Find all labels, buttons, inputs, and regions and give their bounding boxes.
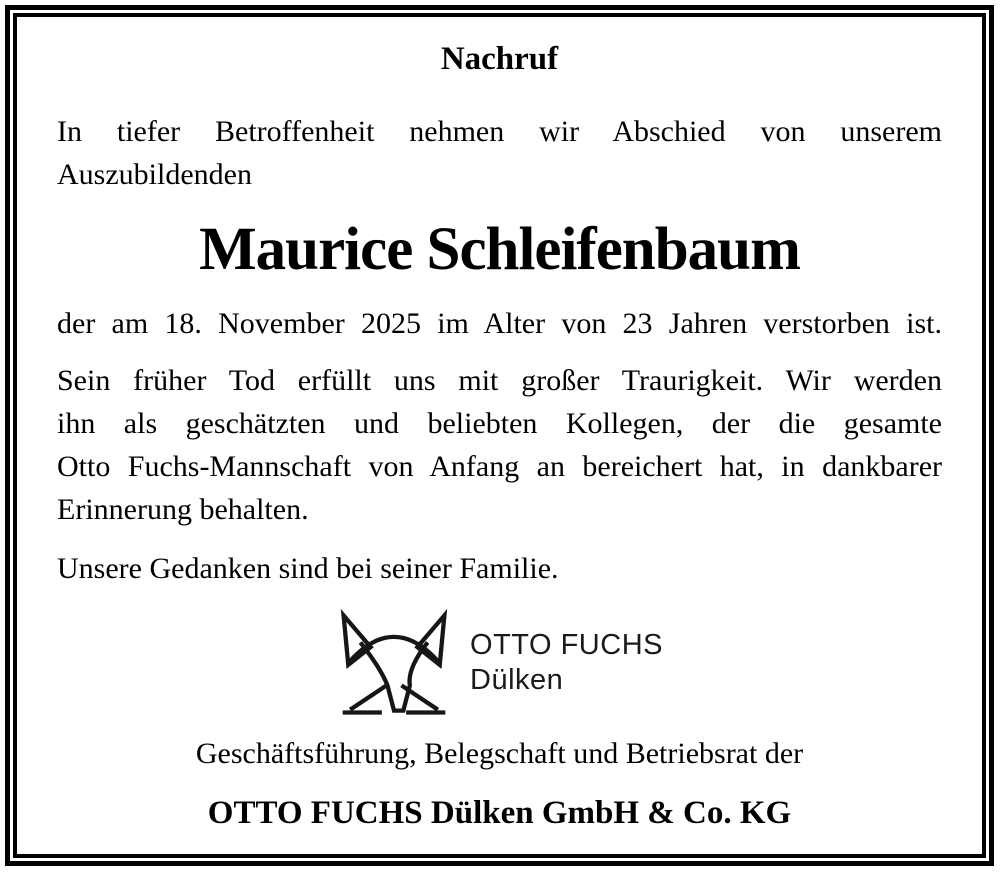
text-line: Unsere Gedanken sind bei seiner Familie. <box>57 552 559 585</box>
text-line: Auszubildenden <box>57 158 252 191</box>
text-line: In tiefer Betroffenheit nehmen wir Abschied von unserem <box>57 115 942 148</box>
inner-border-frame <box>13 13 986 858</box>
obituary-title: Nachruf <box>440 41 559 77</box>
text-line: Erinnerung behalten. <box>57 493 309 526</box>
text-line: Sein früher Tod erfüllt uns mit großer Traurigkeit. Wir werden <box>57 364 942 397</box>
fox-icon <box>336 607 452 719</box>
company-name-line: OTTO FUCHS Dülken GmbH & Co. KG <box>207 795 792 831</box>
logo-wordmark <box>470 628 663 698</box>
logo-company-name: OTTO FUCHS <box>470 629 663 661</box>
text-line: ihn als geschätzten und beliebten Kollegen, der die gesamte <box>57 407 942 440</box>
text-line: der am 18. November 2025 im Alter von 23 Jahren verstorben ist. <box>57 307 942 340</box>
outer-border-frame <box>5 5 994 866</box>
deceased-name: Maurice Schleifenbaum <box>199 216 800 283</box>
condolence-line <box>57 547 942 590</box>
logo-location: Dülken <box>470 664 564 696</box>
text-line: Otto Fuchs-Mannschaft von Anfang an bereichert hat, in dankbarer <box>57 450 942 483</box>
intro-paragraph <box>57 110 942 196</box>
signature-line: Geschäftsführung, Belegschaft und Betriebsrat der <box>195 737 804 770</box>
death-date-line <box>57 302 942 345</box>
tribute-paragraph <box>57 359 942 531</box>
company-logo <box>57 607 942 719</box>
